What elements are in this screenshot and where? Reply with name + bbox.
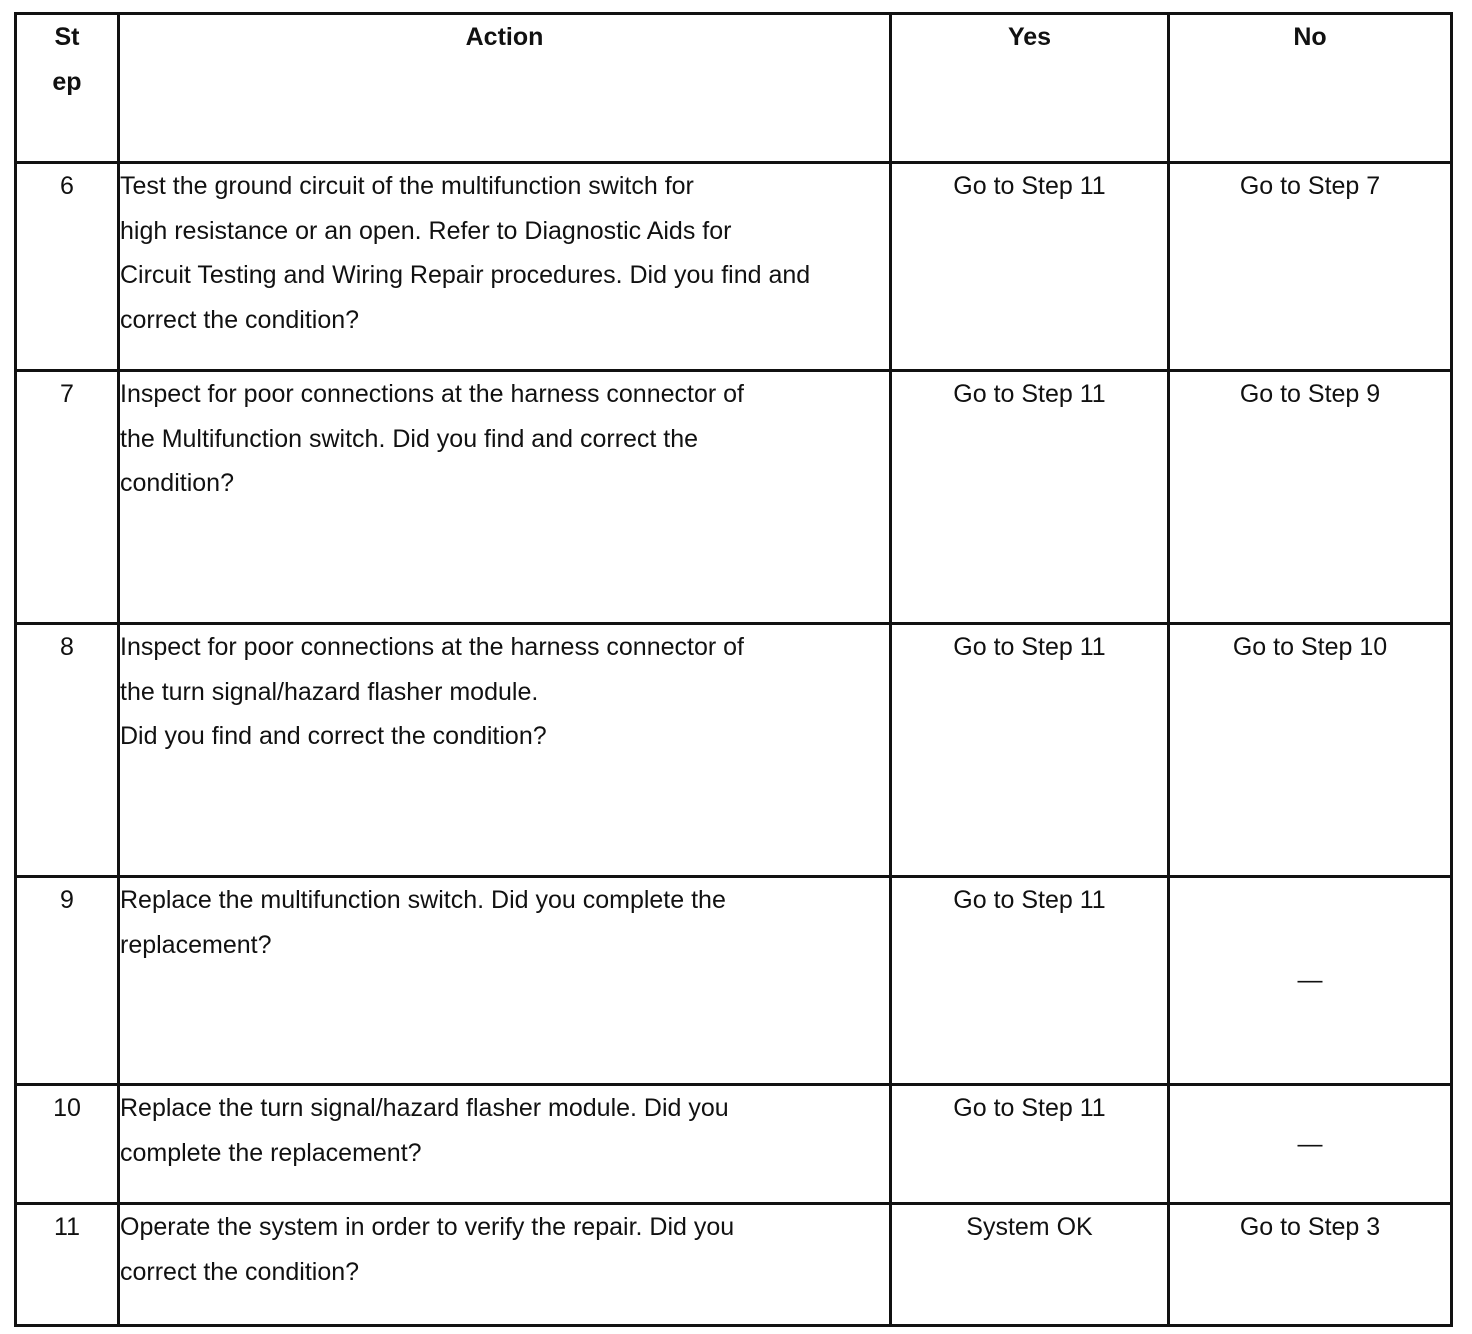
step-number: 9 [16, 877, 119, 1085]
no-result: Go to Step 3 [1169, 1204, 1452, 1326]
no-result: — [1169, 877, 1452, 1085]
no-result: Go to Step 9 [1169, 371, 1452, 624]
header-action: Action [119, 14, 891, 163]
table-row [16, 877, 1452, 1085]
action-cell [119, 1085, 891, 1204]
action-line: Test the ground circuit of the multifunction switch for [120, 172, 694, 200]
action-cell [119, 624, 891, 877]
table-header-row [16, 14, 1452, 163]
action-line: correct the condition? [120, 1257, 360, 1286]
table-row [16, 371, 1452, 624]
action-line: high resistance or an open. Refer to Diagnostic Aids for [120, 216, 732, 245]
action-line: correct the condition? [120, 305, 360, 334]
action-cell [119, 371, 891, 624]
action-line: replacement? [120, 930, 272, 959]
no-result: Go to Step 10 [1169, 624, 1452, 877]
header-step-line2: ep [52, 67, 82, 96]
action-line: Did you find and correct the condition? [120, 722, 547, 750]
step-number: 10 [16, 1085, 119, 1204]
action-cell [119, 877, 891, 1085]
action-line: Inspect for poor connections at the harness connector of [120, 633, 744, 661]
no-result: Go to Step 7 [1169, 163, 1452, 371]
yes-result: Go to Step 11 [891, 877, 1169, 1085]
table-row [16, 163, 1452, 371]
step-number: 11 [16, 1204, 119, 1326]
action-line: the Multifunction switch. Did you find and correct the [120, 424, 699, 453]
action-line: complete the replacement? [120, 1138, 422, 1167]
yes-result: System OK [891, 1204, 1169, 1326]
action-line: condition? [120, 469, 234, 497]
action-line: Operate the system in order to verify the repair. Did you [120, 1213, 735, 1241]
no-result: — [1169, 1085, 1452, 1204]
action-line: Inspect for poor connections at the harness connector of [120, 380, 744, 408]
table-row [16, 624, 1452, 877]
yes-result: Go to Step 11 [891, 624, 1169, 877]
header-step [16, 14, 119, 163]
yes-result: Go to Step 11 [891, 1085, 1169, 1204]
action-line: Circuit Testing and Wiring Repair procedures. Did you find and [120, 261, 811, 289]
table-row [16, 1204, 1452, 1326]
action-cell [119, 163, 891, 371]
action-line: Replace the turn signal/hazard flasher module. Did you [120, 1094, 729, 1122]
table-row [16, 1085, 1452, 1204]
action-line: the turn signal/hazard flasher module. [120, 677, 539, 706]
step-number: 6 [16, 163, 119, 371]
diagnostic-table [14, 12, 1453, 1327]
header-yes: Yes [891, 14, 1169, 163]
step-number: 8 [16, 624, 119, 877]
yes-result: Go to Step 11 [891, 371, 1169, 624]
yes-result: Go to Step 11 [891, 163, 1169, 371]
step-number: 7 [16, 371, 119, 624]
action-cell [119, 1204, 891, 1326]
header-step-line1: St [54, 23, 80, 51]
action-line: Replace the multifunction switch. Did you complete the [120, 886, 726, 914]
header-no: No [1169, 14, 1452, 163]
